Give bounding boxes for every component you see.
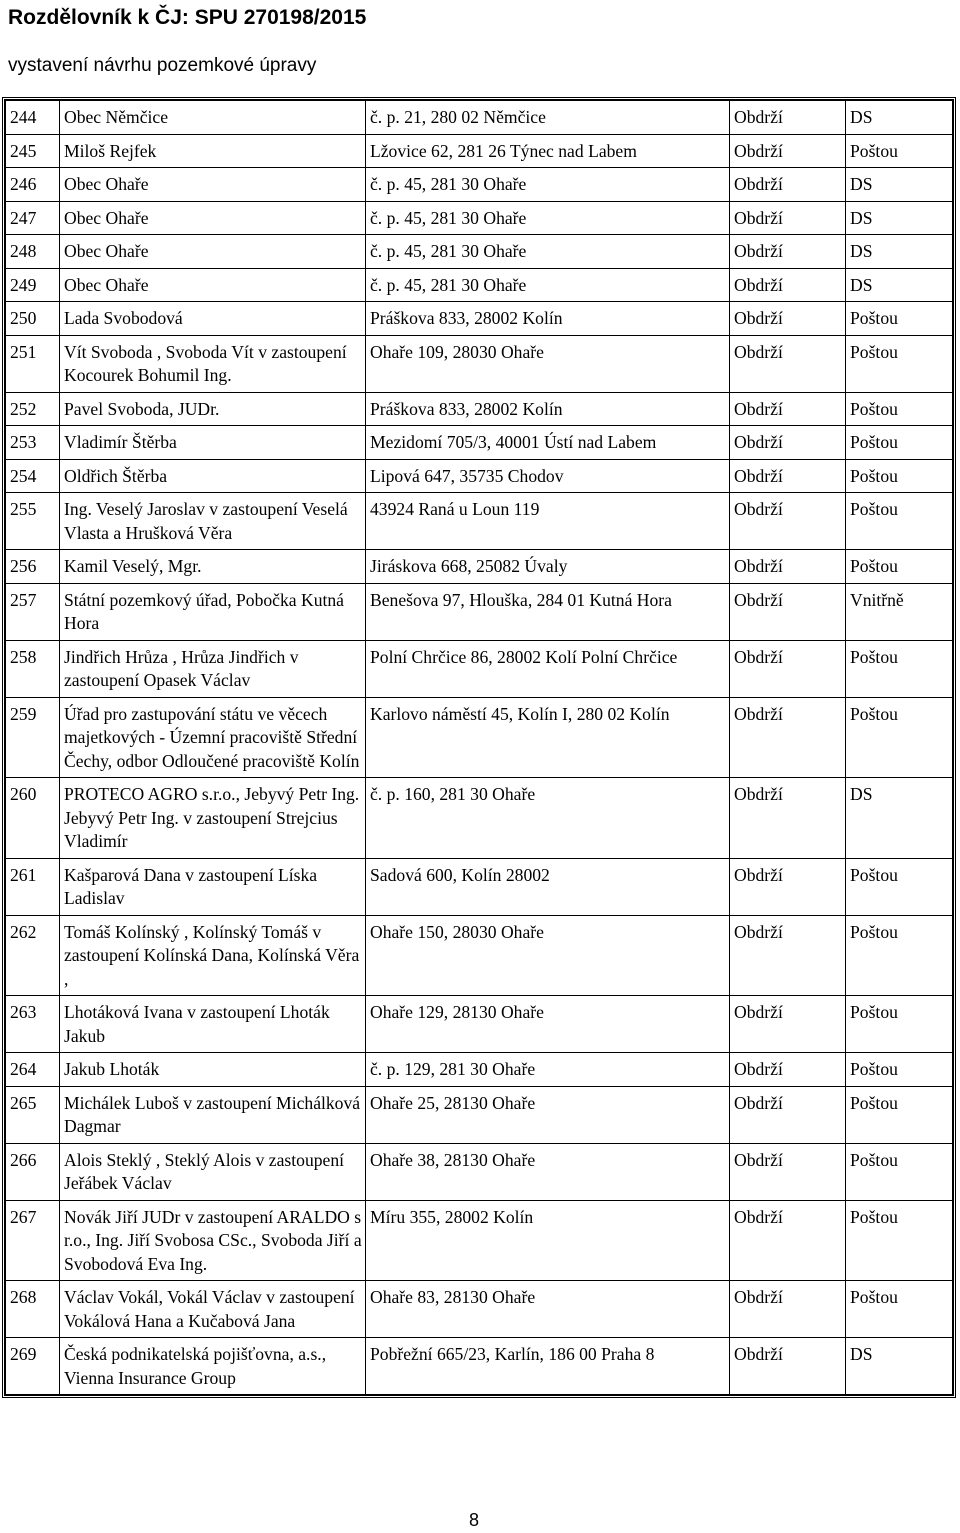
receives-status-cell: Obdrží — [730, 583, 846, 640]
table-row — [6, 858, 953, 915]
recipient-address-cell: Polní Chrčice 86, 28002 Kolí Polní Chrčice — [366, 640, 730, 697]
recipient-name-cell: Obec Němčice — [60, 101, 366, 135]
recipient-address-cell: Sadová 600, Kolín 28002 — [366, 858, 730, 915]
row-number-cell: 262 — [6, 915, 60, 996]
recipient-address-cell: č. p. 129, 281 30 Ohaře — [366, 1053, 730, 1087]
delivery-method-cell: Poštou — [846, 392, 953, 426]
receives-status-cell: Obdrží — [730, 1086, 846, 1143]
recipient-name-cell: Jindřich Hrůza , Hrůza Jindřich v zastoupení Opasek Václav — [60, 640, 366, 697]
recipient-name-cell: Obec Ohaře — [60, 268, 366, 302]
recipient-address-cell: Práškova 833, 28002 Kolín — [366, 392, 730, 426]
recipient-address-cell: Benešova 97, Hlouška, 284 01 Kutná Hora — [366, 583, 730, 640]
table-row — [6, 168, 953, 202]
row-number-cell: 258 — [6, 640, 60, 697]
recipient-name-cell: Jakub Lhoták — [60, 1053, 366, 1087]
document-subtitle: vystavení návrhu pozemkové úpravy — [8, 55, 317, 76]
receives-status-cell: Obdrží — [730, 335, 846, 392]
delivery-method-cell: DS — [846, 1338, 953, 1395]
table-row — [6, 1281, 953, 1338]
table-row — [6, 302, 953, 336]
receives-status-cell: Obdrží — [730, 697, 846, 778]
table-row — [6, 1338, 953, 1395]
recipient-address-cell: Ohaře 150, 28030 Ohaře — [366, 915, 730, 996]
recipient-name-cell: Vít Svoboda , Svoboda Vít v zastoupení Kocourek Bohumil Ing. — [60, 335, 366, 392]
receives-status-cell: Obdrží — [730, 778, 846, 859]
row-number-cell: 259 — [6, 697, 60, 778]
table-row — [6, 235, 953, 269]
recipient-address-cell: Ohaře 129, 28130 Ohaře — [366, 996, 730, 1053]
delivery-method-cell: Poštou — [846, 426, 953, 460]
recipient-name-cell: Miloš Rejfek — [60, 134, 366, 168]
delivery-method-cell: Poštou — [846, 1143, 953, 1200]
recipient-address-cell: Ohaře 38, 28130 Ohaře — [366, 1143, 730, 1200]
recipient-name-cell: Novák Jiří JUDr v zastoupení ARALDO s r.o., Ing. Jiří Svobosa CSc., Svoboda Jiří a Svobodová Eva Ing. — [60, 1200, 366, 1281]
delivery-method-cell: Poštou — [846, 1086, 953, 1143]
table-row — [6, 697, 953, 778]
recipient-address-cell: Lžovice 62, 281 26 Týnec nad Labem — [366, 134, 730, 168]
receives-status-cell: Obdrží — [730, 550, 846, 584]
recipient-address-cell: Pobřežní 665/23, Karlín, 186 00 Praha 8 — [366, 1338, 730, 1395]
table-row — [6, 1200, 953, 1281]
recipient-name-cell: Tomáš Kolínský , Kolínský Tomáš v zastoupení Kolínská Dana, Kolínská Věra , — [60, 915, 366, 996]
row-number-cell: 269 — [6, 1338, 60, 1395]
table-row — [6, 640, 953, 697]
row-number-cell: 267 — [6, 1200, 60, 1281]
receives-status-cell: Obdrží — [730, 1281, 846, 1338]
delivery-method-cell: Poštou — [846, 915, 953, 996]
row-number-cell: 253 — [6, 426, 60, 460]
delivery-method-cell: Poštou — [846, 493, 953, 550]
recipient-name-cell: Lada Svobodová — [60, 302, 366, 336]
recipient-name-cell: Česká podnikatelská pojišťovna, a.s., Vienna Insurance Group — [60, 1338, 366, 1395]
receives-status-cell: Obdrží — [730, 493, 846, 550]
receives-status-cell: Obdrží — [730, 1143, 846, 1200]
delivery-method-cell: Poštou — [846, 1200, 953, 1281]
recipient-name-cell: Státní pozemkový úřad, Pobočka Kutná Hora — [60, 583, 366, 640]
distribution-table — [5, 100, 953, 1395]
recipient-name-cell: Úřad pro zastupování státu ve věcech majetkových - Územní pracoviště Střední Čechy, odbor Odloučené pracoviště Kolín — [60, 697, 366, 778]
recipient-address-cell: Ohaře 25, 28130 Ohaře — [366, 1086, 730, 1143]
recipient-name-cell: Kašparová Dana v zastoupení Líska Ladislav — [60, 858, 366, 915]
table-row — [6, 583, 953, 640]
table-row — [6, 550, 953, 584]
delivery-method-cell: DS — [846, 201, 953, 235]
row-number-cell: 255 — [6, 493, 60, 550]
row-number-cell: 260 — [6, 778, 60, 859]
table-row — [6, 101, 953, 135]
recipient-address-cell: č. p. 45, 281 30 Ohaře — [366, 235, 730, 269]
table-row — [6, 335, 953, 392]
receives-status-cell: Obdrží — [730, 134, 846, 168]
receives-status-cell: Obdrží — [730, 268, 846, 302]
row-number-cell: 244 — [6, 101, 60, 135]
delivery-method-cell: DS — [846, 168, 953, 202]
table-row — [6, 459, 953, 493]
recipient-address-cell: č. p. 45, 281 30 Ohaře — [366, 201, 730, 235]
table-row — [6, 426, 953, 460]
table-row — [6, 392, 953, 426]
receives-status-cell: Obdrží — [730, 101, 846, 135]
delivery-method-cell: Poštou — [846, 697, 953, 778]
row-number-cell: 251 — [6, 335, 60, 392]
receives-status-cell: Obdrží — [730, 235, 846, 269]
receives-status-cell: Obdrží — [730, 1200, 846, 1281]
recipient-name-cell: Obec Ohaře — [60, 168, 366, 202]
table-row — [6, 201, 953, 235]
row-number-cell: 257 — [6, 583, 60, 640]
recipient-address-cell: Ohaře 109, 28030 Ohaře — [366, 335, 730, 392]
row-number-cell: 249 — [6, 268, 60, 302]
recipient-name-cell: Ing. Veselý Jaroslav v zastoupení Veselá Vlasta a Hrušková Věra — [60, 493, 366, 550]
delivery-method-cell: Poštou — [846, 996, 953, 1053]
page-number: 8 — [468, 1510, 479, 1530]
recipient-name-cell: Kamil Veselý, Mgr. — [60, 550, 366, 584]
row-number-cell: 245 — [6, 134, 60, 168]
row-number-cell: 254 — [6, 459, 60, 493]
table-row — [6, 778, 953, 859]
table-row — [6, 134, 953, 168]
row-number-cell: 250 — [6, 302, 60, 336]
delivery-method-cell: Poštou — [846, 858, 953, 915]
table-row — [6, 493, 953, 550]
recipient-name-cell: PROTECO AGRO s.r.o., Jebyvý Petr Ing. Jebyvý Petr Ing. v zastoupení Strejcius Vladimír — [60, 778, 366, 859]
receives-status-cell: Obdrží — [730, 640, 846, 697]
recipient-name-cell: Oldřich Štěrba — [60, 459, 366, 493]
recipient-name-cell: Václav Vokál, Vokál Václav v zastoupení Vokálová Hana a Kučabová Jana — [60, 1281, 366, 1338]
recipient-address-cell: Jiráskova 668, 25082 Úvaly — [366, 550, 730, 584]
recipient-name-cell: Vladimír Štěrba — [60, 426, 366, 460]
table-row — [6, 1053, 953, 1087]
recipient-name-cell: Obec Ohaře — [60, 235, 366, 269]
delivery-method-cell: DS — [846, 235, 953, 269]
recipient-address-cell: č. p. 45, 281 30 Ohaře — [366, 168, 730, 202]
delivery-method-cell: Poštou — [846, 1281, 953, 1338]
recipient-name-cell: Lhotáková Ivana v zastoupení Lhoták Jakub — [60, 996, 366, 1053]
recipient-address-cell: č. p. 160, 281 30 Ohaře — [366, 778, 730, 859]
receives-status-cell: Obdrží — [730, 392, 846, 426]
receives-status-cell: Obdrží — [730, 201, 846, 235]
table-row — [6, 1143, 953, 1200]
delivery-method-cell: Vnitřně — [846, 583, 953, 640]
table-row — [6, 915, 953, 996]
recipient-address-cell: č. p. 21, 280 02 Němčice — [366, 101, 730, 135]
document-title: Rozdělovník k ČJ: SPU 270198/2015 — [8, 6, 367, 29]
recipient-name-cell: Alois Steklý , Steklý Alois v zastoupení Jeřábek Václav — [60, 1143, 366, 1200]
recipient-address-cell: 43924 Raná u Loun 119 — [366, 493, 730, 550]
receives-status-cell: Obdrží — [730, 426, 846, 460]
receives-status-cell: Obdrží — [730, 302, 846, 336]
recipient-name-cell: Michálek Luboš v zastoupení Michálková Dagmar — [60, 1086, 366, 1143]
receives-status-cell: Obdrží — [730, 168, 846, 202]
receives-status-cell: Obdrží — [730, 858, 846, 915]
delivery-method-cell: DS — [846, 268, 953, 302]
recipient-address-cell: Práškova 833, 28002 Kolín — [366, 302, 730, 336]
row-number-cell: 263 — [6, 996, 60, 1053]
delivery-method-cell: Poštou — [846, 1053, 953, 1087]
table-row — [6, 996, 953, 1053]
row-number-cell: 256 — [6, 550, 60, 584]
recipient-address-cell: Ohaře 83, 28130 Ohaře — [366, 1281, 730, 1338]
recipient-address-cell: Karlovo náměstí 45, Kolín I, 280 02 Kolín — [366, 697, 730, 778]
recipient-address-cell: Míru 355, 28002 Kolín — [366, 1200, 730, 1281]
row-number-cell: 248 — [6, 235, 60, 269]
recipient-address-cell: č. p. 45, 281 30 Ohaře — [366, 268, 730, 302]
delivery-method-cell: Poštou — [846, 550, 953, 584]
recipient-name-cell: Obec Ohaře — [60, 201, 366, 235]
delivery-method-cell: Poštou — [846, 640, 953, 697]
row-number-cell: 261 — [6, 858, 60, 915]
delivery-method-cell: DS — [846, 101, 953, 135]
table-row — [6, 268, 953, 302]
distribution-table-frame — [2, 97, 956, 1398]
receives-status-cell: Obdrží — [730, 996, 846, 1053]
table-row — [6, 1086, 953, 1143]
delivery-method-cell: Poštou — [846, 134, 953, 168]
row-number-cell: 266 — [6, 1143, 60, 1200]
row-number-cell: 247 — [6, 201, 60, 235]
delivery-method-cell: DS — [846, 778, 953, 859]
row-number-cell: 265 — [6, 1086, 60, 1143]
row-number-cell: 246 — [6, 168, 60, 202]
row-number-cell: 264 — [6, 1053, 60, 1087]
receives-status-cell: Obdrží — [730, 915, 846, 996]
recipient-name-cell: Pavel Svoboda, JUDr. — [60, 392, 366, 426]
recipient-address-cell: Lipová 647, 35735 Chodov — [366, 459, 730, 493]
distribution-table-body — [6, 101, 953, 1395]
delivery-method-cell: Poštou — [846, 302, 953, 336]
receives-status-cell: Obdrží — [730, 459, 846, 493]
receives-status-cell: Obdrží — [730, 1338, 846, 1395]
delivery-method-cell: Poštou — [846, 335, 953, 392]
delivery-method-cell: Poštou — [846, 459, 953, 493]
row-number-cell: 252 — [6, 392, 60, 426]
row-number-cell: 268 — [6, 1281, 60, 1338]
recipient-address-cell: Mezidomí 705/3, 40001 Ústí nad Labem — [366, 426, 730, 460]
receives-status-cell: Obdrží — [730, 1053, 846, 1087]
